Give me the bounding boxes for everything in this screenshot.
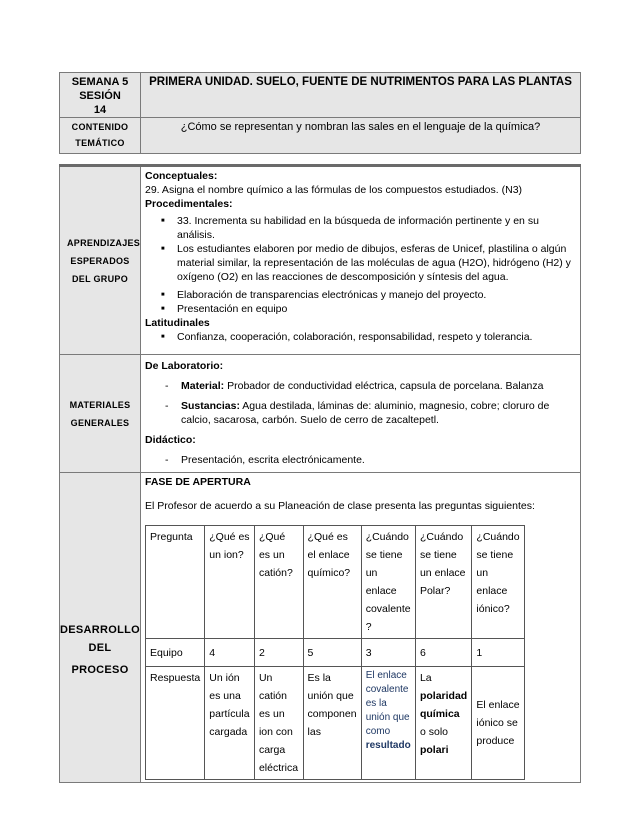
aprendizajes-content: [141, 166, 581, 355]
conceptuales-title: Conceptuales:: [145, 170, 218, 182]
latitudinales-title: Latitudinales: [145, 317, 210, 329]
desarrollo-content: [141, 473, 581, 783]
session-cell: [60, 73, 141, 118]
header-table: [59, 72, 581, 154]
conceptuales-text: 29. Asigna el nombre químico a las fórmulas de los compuestos estudiados. (N3): [145, 184, 523, 196]
content-label: CONTENIDO TEMÁTICO: [60, 118, 141, 154]
content-question: ¿Cómo se representan y nombran las sales en el lenguaje de la química?: [141, 118, 581, 154]
list-item: ■ 33. Incrementa su habilidad en la búsqueda de información pertinente y en su análisis.: [161, 214, 576, 242]
procedimentales-title: Procedimentales:: [145, 198, 233, 210]
list-item: - Sustancias: Agua destilada, láminas de: aluminio, magnesio, cobre; cloruro de calcio, sacarosa, carbón. Suelo de cerro de zacaltepetl.: [165, 399, 576, 427]
questions-table: [145, 525, 525, 780]
session-number: 14: [93, 104, 107, 116]
procedimentales-list: [145, 214, 576, 316]
list-item: ■ Presentación en equipo: [161, 302, 576, 316]
materiales-label: MATERIALES GENERALES: [60, 355, 141, 473]
table-row: Equipo 4 2 5 3 6 1: [146, 639, 525, 667]
session-label: SESIÓN: [79, 90, 121, 102]
table-row: Pregunta ¿Qué es un ion? ¿Qué es un catión? ¿Qué es el enlace químico? ¿Cuándo se tiene un enlace covalente ? ¿Cuándo se tiene un enlace Polar? ¿Cuándo se tiene un enlace iónico?: [146, 526, 525, 639]
list-item: ■ Elaboración de transparencias electrónicas y manejo del proyecto.: [161, 288, 576, 302]
plan-table: [59, 164, 581, 783]
list-item: - Material: Probador de conductividad eléctrica, capsula de porcelana. Balanza: [165, 379, 576, 393]
materiales-content: [141, 355, 581, 473]
fase-title: FASE DE APERTURA: [145, 476, 251, 488]
list-item: - Presentación, escrita electrónicamente.: [165, 453, 576, 467]
desarrollo-label: DESARROLLO DEL PROCESO: [60, 473, 141, 783]
didactico-title: Didáctico:: [145, 434, 196, 446]
latitudinales-list: [145, 330, 576, 344]
aprendizajes-label: APRENDIZAJES ESPERADOS DEL GRUPO: [60, 166, 141, 355]
list-item: ■ Confianza, cooperación, colaboración, responsabilidad, respeto y tolerancia.: [161, 330, 576, 344]
week-label: SEMANA 5: [71, 76, 129, 88]
unit-title: PRIMERA UNIDAD. SUELO, FUENTE DE NUTRIMENTOS PARA LAS PLANTAS: [141, 73, 581, 118]
didactico-list: [145, 453, 576, 467]
fase-intro: El Profesor de acuerdo a su Planeación de clase presenta las preguntas siguientes:: [145, 500, 535, 512]
list-item: ■ Los estudiantes elaboren por medio de dibujos, esferas de Unicef, plastilina o algún material similar, la representación de las moléculas de agua (H2O), hidrógeno (H2) y oxígeno (O2) en las reacciones de descomposición y síntesis del agua.: [161, 242, 576, 284]
table-row: Respuesta Un ión es una partícula cargada Un catión es un ion con carga eléctrica Es la unión que componen las El enlace covalente es la unión que como resultado La polaridad química o solo polari El enlace iónico se produce: [146, 667, 525, 780]
laboratorio-title: De Laboratorio:: [145, 360, 224, 372]
laboratorio-list: [145, 379, 576, 427]
